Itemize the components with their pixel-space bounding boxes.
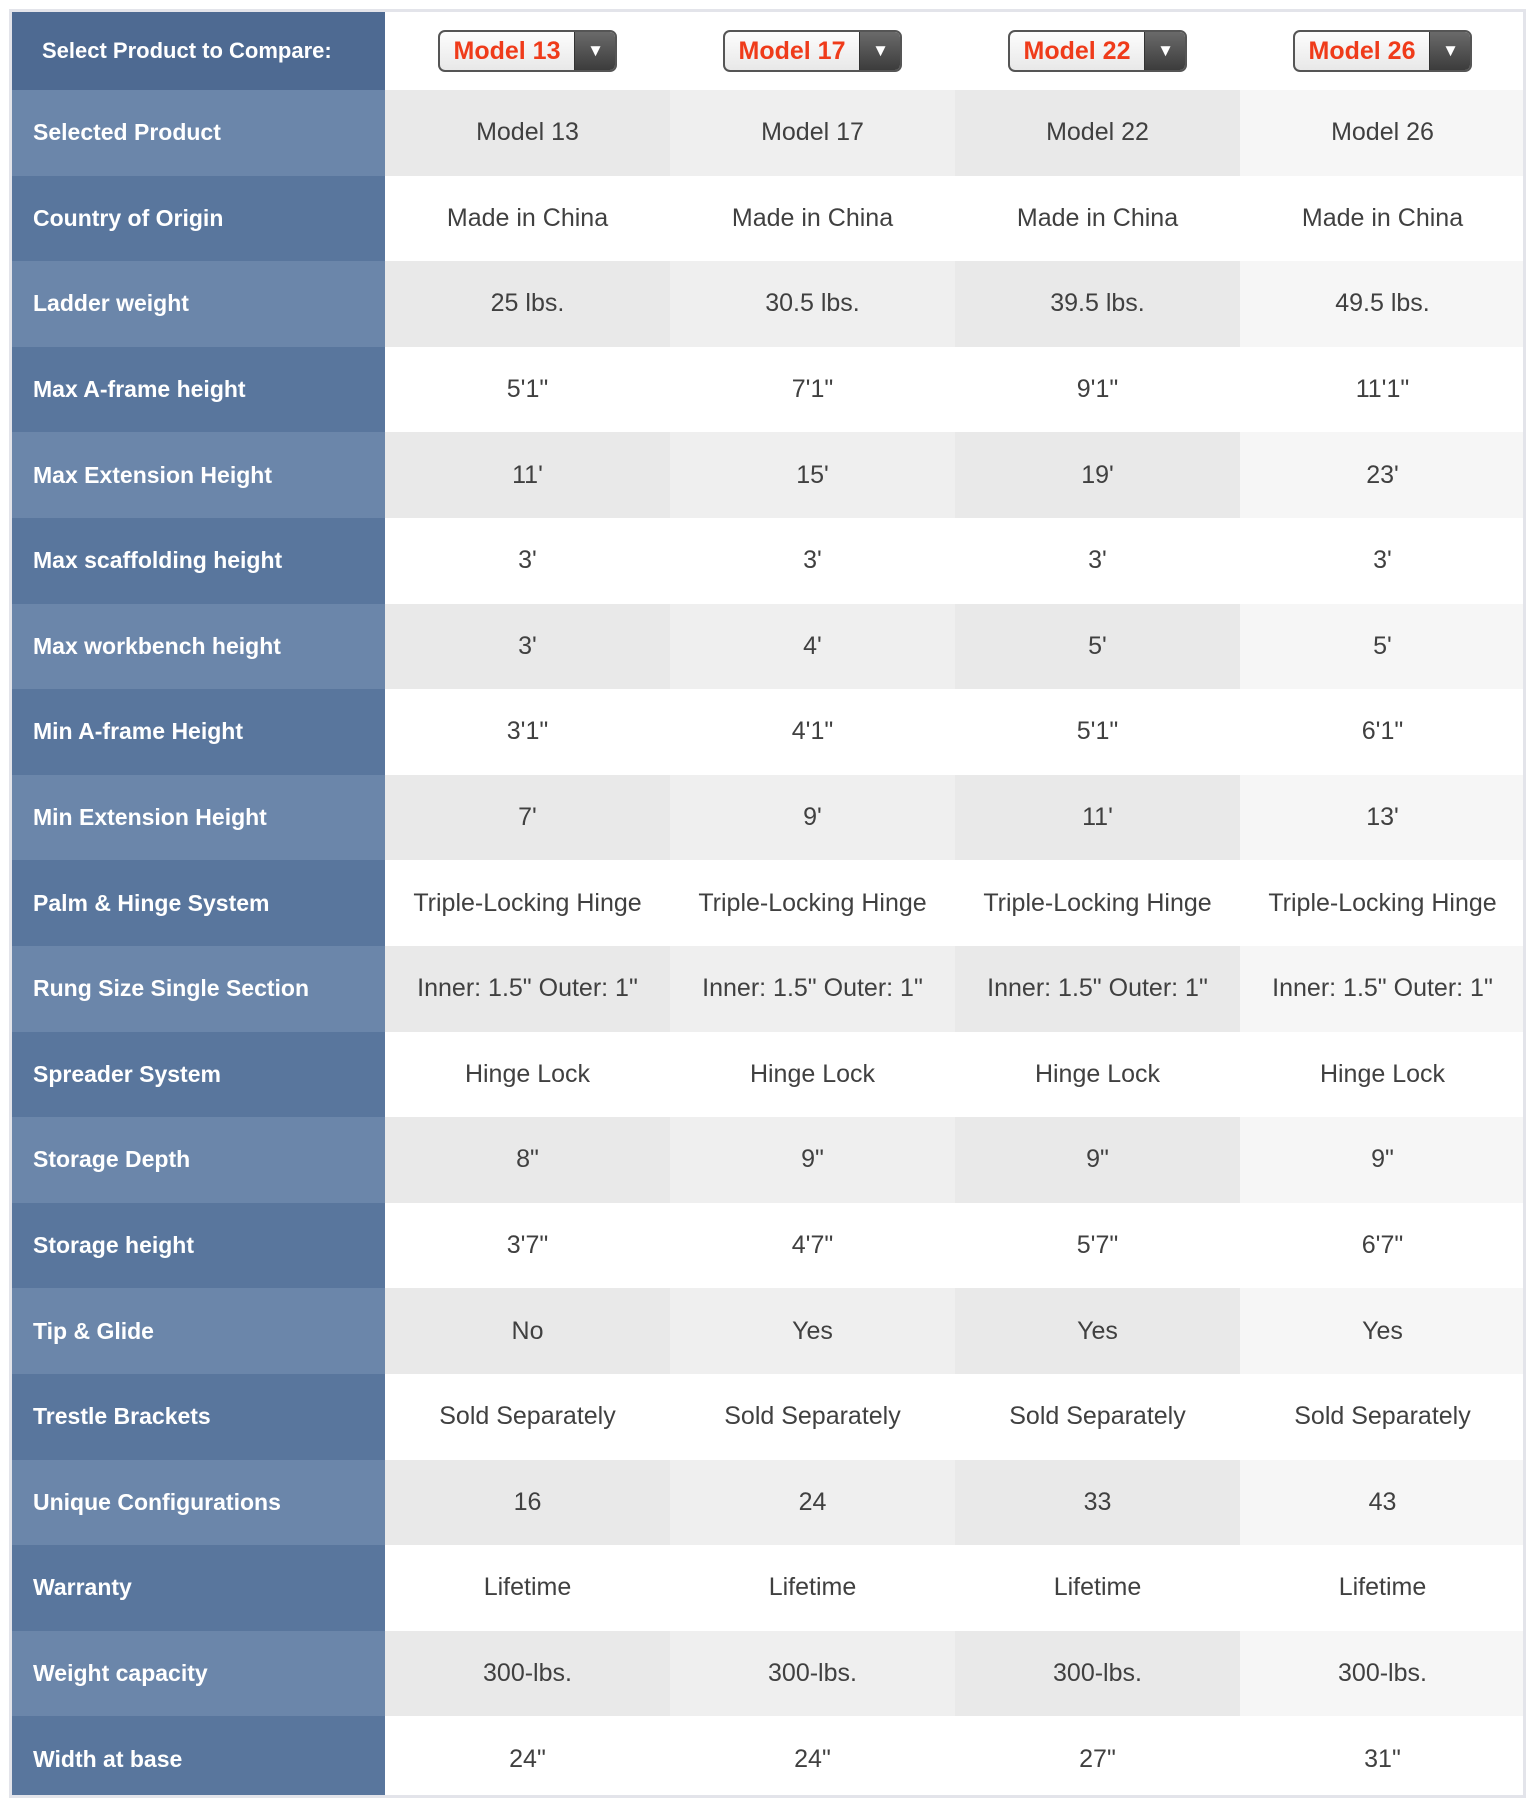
- spec-value-model-4: Sold Separately: [1240, 1374, 1525, 1460]
- spec-row-label: Max workbench height: [12, 604, 385, 690]
- spec-value-model-4: 9": [1240, 1117, 1525, 1203]
- spec-row-label: Weight capacity: [12, 1631, 385, 1717]
- spec-row: [12, 1374, 1525, 1460]
- spec-value-model-4: Yes: [1240, 1288, 1525, 1374]
- spec-value-model-4: 6'1": [1240, 689, 1525, 775]
- product-comparison-panel: [9, 9, 1526, 1798]
- spec-value-model-3: 9'1": [955, 347, 1240, 433]
- spec-row: [12, 518, 1525, 604]
- spec-value-model-3: Made in China: [955, 176, 1240, 262]
- spec-value-model-2: 4'7": [670, 1203, 955, 1289]
- spec-value-model-2: 4': [670, 604, 955, 690]
- spec-row: [12, 347, 1525, 433]
- spec-row-label: Storage height: [12, 1203, 385, 1289]
- spec-value-model-2: 30.5 lbs.: [670, 261, 955, 347]
- spec-value-model-1: 24": [385, 1716, 670, 1798]
- spec-value-model-1: Hinge Lock: [385, 1032, 670, 1118]
- spec-value-model-4: 11'1": [1240, 347, 1525, 433]
- spec-value-model-1: 3': [385, 518, 670, 604]
- spec-row-label: Storage Depth: [12, 1117, 385, 1203]
- spec-row-label: Trestle Brackets: [12, 1374, 385, 1460]
- spec-value-model-3: Model 22: [955, 90, 1240, 176]
- spec-value-model-4: 23': [1240, 432, 1525, 518]
- spec-value-model-4: 6'7": [1240, 1203, 1525, 1289]
- spec-value-model-1: 16: [385, 1460, 670, 1546]
- spec-value-model-3: 11': [955, 775, 1240, 861]
- spec-row-label: Spreader System: [12, 1032, 385, 1118]
- spec-value-model-4: 3': [1240, 518, 1525, 604]
- comparison-table: [12, 12, 1525, 1798]
- selector-cell-4: [1240, 12, 1525, 90]
- spec-value-model-3: Lifetime: [955, 1545, 1240, 1631]
- spec-value-model-1: 3'7": [385, 1203, 670, 1289]
- spec-value-model-3: 19': [955, 432, 1240, 518]
- spec-value-model-4: 5': [1240, 604, 1525, 690]
- spec-value-model-1: 3'1": [385, 689, 670, 775]
- spec-value-model-2: 300-lbs.: [670, 1631, 955, 1717]
- spec-value-model-1: 300-lbs.: [385, 1631, 670, 1717]
- spec-row: [12, 604, 1525, 690]
- model-select-3[interactable]: [1008, 30, 1188, 72]
- spec-value-model-2: 24: [670, 1460, 955, 1546]
- spec-value-model-2: 24": [670, 1716, 955, 1798]
- spec-value-model-4: 300-lbs.: [1240, 1631, 1525, 1717]
- spec-value-model-3: 5'1": [955, 689, 1240, 775]
- spec-value-model-1: Inner: 1.5" Outer: 1": [385, 946, 670, 1032]
- spec-value-model-1: Sold Separately: [385, 1374, 670, 1460]
- spec-row-label: Palm & Hinge System: [12, 860, 385, 946]
- spec-row: [12, 261, 1525, 347]
- spec-row: [12, 1117, 1525, 1203]
- spec-value-model-1: Lifetime: [385, 1545, 670, 1631]
- spec-value-model-4: Inner: 1.5" Outer: 1": [1240, 946, 1525, 1032]
- spec-value-model-3: Sold Separately: [955, 1374, 1240, 1460]
- spec-row-label: Selected Product: [12, 90, 385, 176]
- triangle-down-icon[interactable]: ▼: [574, 32, 615, 70]
- spec-value-model-2: 9": [670, 1117, 955, 1203]
- spec-value-model-3: 300-lbs.: [955, 1631, 1240, 1717]
- spec-row-label: Max Extension Height: [12, 432, 385, 518]
- spec-value-model-1: 8": [385, 1117, 670, 1203]
- spec-value-model-1: Made in China: [385, 176, 670, 262]
- spec-value-model-2: 3': [670, 518, 955, 604]
- spec-value-model-2: Model 17: [670, 90, 955, 176]
- spec-value-model-4: Lifetime: [1240, 1545, 1525, 1631]
- spec-value-model-2: 4'1": [670, 689, 955, 775]
- spec-value-model-2: Sold Separately: [670, 1374, 955, 1460]
- selector-cell-3: [955, 12, 1240, 90]
- spec-value-model-1: 3': [385, 604, 670, 690]
- spec-value-model-4: Triple-Locking Hinge: [1240, 860, 1525, 946]
- spec-value-model-3: 5': [955, 604, 1240, 690]
- spec-row: [12, 775, 1525, 861]
- spec-row: [12, 689, 1525, 775]
- selector-label: Select Product to Compare:: [12, 12, 385, 90]
- spec-row: [12, 1288, 1525, 1374]
- spec-value-model-1: 5'1": [385, 347, 670, 433]
- spec-row-label: Unique Configurations: [12, 1460, 385, 1546]
- spec-row-label: Country of Origin: [12, 176, 385, 262]
- spec-row: [12, 1460, 1525, 1546]
- model-select-value: Model 22: [1023, 36, 1131, 65]
- model-select-value: Model 26: [1308, 36, 1416, 65]
- spec-row-label: Tip & Glide: [12, 1288, 385, 1374]
- spec-value-model-2: Inner: 1.5" Outer: 1": [670, 946, 955, 1032]
- spec-row: [12, 860, 1525, 946]
- spec-value-model-2: Yes: [670, 1288, 955, 1374]
- spec-row-label: Max A-frame height: [12, 347, 385, 433]
- spec-value-model-1: 11': [385, 432, 670, 518]
- spec-row-label: Rung Size Single Section: [12, 946, 385, 1032]
- spec-value-model-2: 7'1": [670, 347, 955, 433]
- model-select-4[interactable]: [1293, 30, 1473, 72]
- spec-row: [12, 1631, 1525, 1717]
- spec-value-model-2: Hinge Lock: [670, 1032, 955, 1118]
- spec-value-model-4: 43: [1240, 1460, 1525, 1546]
- spec-row: [12, 1545, 1525, 1631]
- model-select-1[interactable]: [438, 30, 618, 72]
- spec-row-label: Warranty: [12, 1545, 385, 1631]
- spec-row: [12, 176, 1525, 262]
- spec-value-model-1: Triple-Locking Hinge: [385, 860, 670, 946]
- spec-value-model-3: 9": [955, 1117, 1240, 1203]
- spec-row: [12, 432, 1525, 518]
- spec-value-model-4: 31": [1240, 1716, 1525, 1798]
- spec-value-model-3: Yes: [955, 1288, 1240, 1374]
- spec-value-model-1: 7': [385, 775, 670, 861]
- spec-value-model-3: 27": [955, 1716, 1240, 1798]
- model-select-value: Model 13: [453, 36, 561, 65]
- spec-value-model-2: Lifetime: [670, 1545, 955, 1631]
- spec-row-label: Width at base: [12, 1716, 385, 1798]
- spec-value-model-4: Made in China: [1240, 176, 1525, 262]
- selector-cell-1: [385, 12, 670, 90]
- spec-value-model-3: 5'7": [955, 1203, 1240, 1289]
- model-select-2[interactable]: [723, 30, 903, 72]
- spec-value-model-4: Model 26: [1240, 90, 1525, 176]
- spec-value-model-2: 15': [670, 432, 955, 518]
- spec-value-model-2: Triple-Locking Hinge: [670, 860, 955, 946]
- spec-value-model-2: Made in China: [670, 176, 955, 262]
- spec-row: [12, 1716, 1525, 1798]
- spec-row: [12, 90, 1525, 176]
- spec-value-model-3: Hinge Lock: [955, 1032, 1240, 1118]
- spec-value-model-3: Inner: 1.5" Outer: 1": [955, 946, 1240, 1032]
- spec-value-model-4: 13': [1240, 775, 1525, 861]
- spec-row-label: Min Extension Height: [12, 775, 385, 861]
- spec-value-model-4: Hinge Lock: [1240, 1032, 1525, 1118]
- spec-value-model-3: 3': [955, 518, 1240, 604]
- spec-value-model-1: Model 13: [385, 90, 670, 176]
- spec-row-label: Max scaffolding height: [12, 518, 385, 604]
- model-select-value: Model 17: [738, 36, 846, 65]
- spec-row-label: Min A-frame Height: [12, 689, 385, 775]
- spec-row: [12, 1032, 1525, 1118]
- spec-row: [12, 946, 1525, 1032]
- spec-value-model-1: No: [385, 1288, 670, 1374]
- selector-cell-2: [670, 12, 955, 90]
- spec-value-model-2: 9': [670, 775, 955, 861]
- product-selector-row: [12, 12, 1525, 90]
- triangle-down-icon[interactable]: ▼: [1429, 32, 1470, 70]
- triangle-down-icon[interactable]: ▼: [859, 32, 900, 70]
- spec-value-model-3: 39.5 lbs.: [955, 261, 1240, 347]
- spec-value-model-1: 25 lbs.: [385, 261, 670, 347]
- spec-value-model-4: 49.5 lbs.: [1240, 261, 1525, 347]
- spec-value-model-3: Triple-Locking Hinge: [955, 860, 1240, 946]
- spec-value-model-3: 33: [955, 1460, 1240, 1546]
- triangle-down-icon[interactable]: ▼: [1144, 32, 1185, 70]
- spec-row-label: Ladder weight: [12, 261, 385, 347]
- spec-row: [12, 1203, 1525, 1289]
